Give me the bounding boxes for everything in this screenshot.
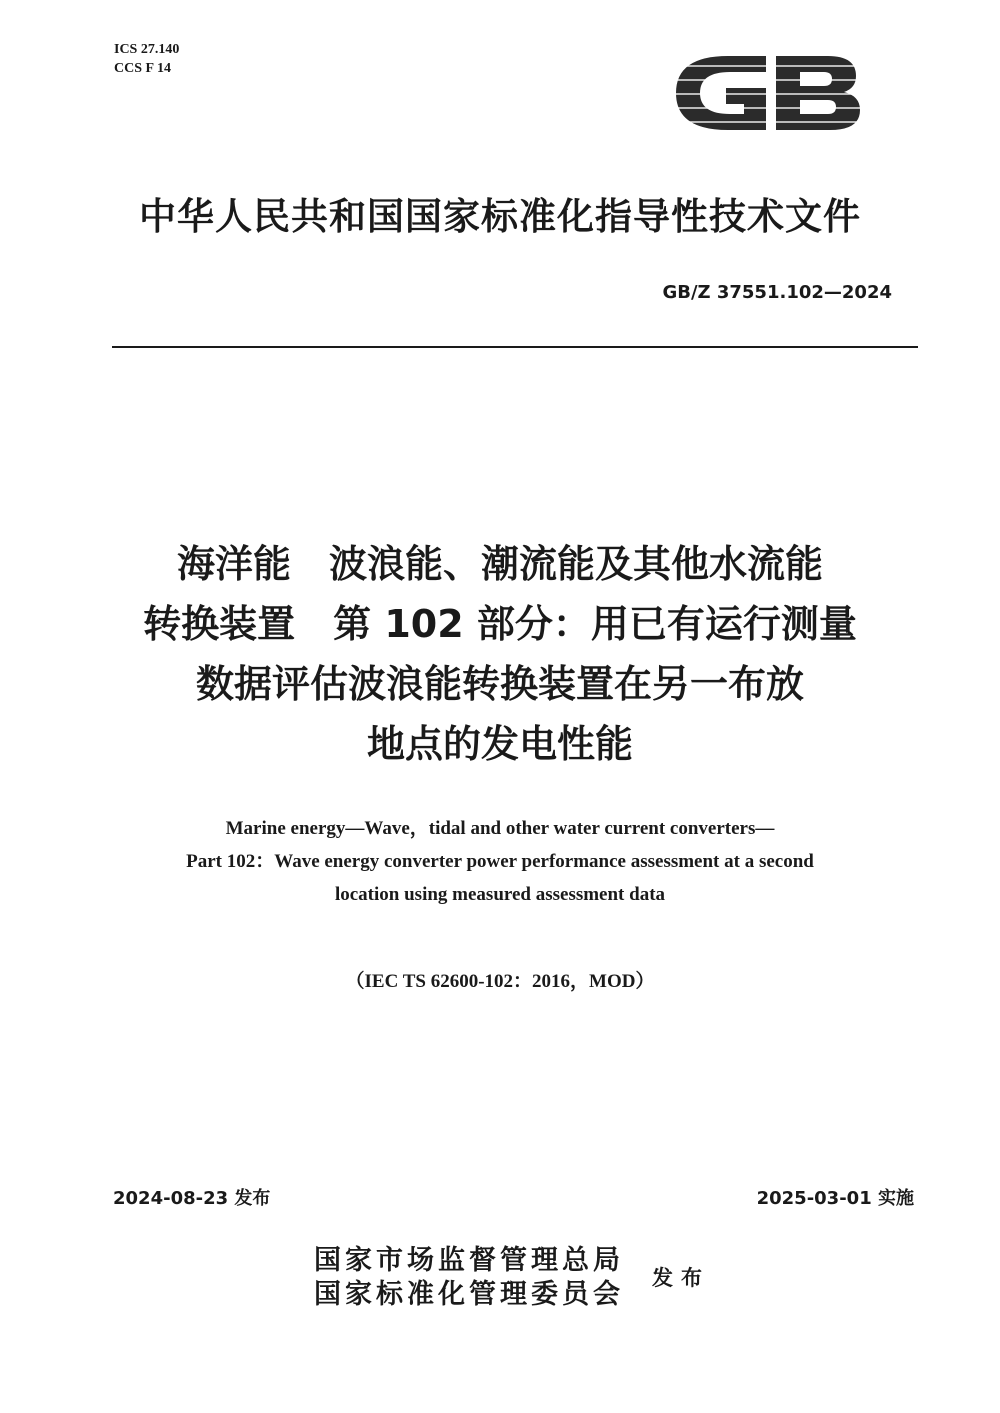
english-title-line: Marine energy—Wave，tidal and other water current converters— (225, 818, 775, 839)
english-title-line: location using measured assessment data (334, 884, 666, 905)
header-divider (112, 346, 918, 348)
ics-code: ICS 27.140 (114, 42, 180, 57)
issuer-name: 国家市场监督管理总局 (314, 1245, 624, 1276)
implementation-date: 2025-03-01 实施 (756, 1188, 914, 1209)
english-title (0, 812, 1000, 911)
ccs-code: CCS F 14 (114, 61, 172, 76)
issuing-authorities (314, 1244, 624, 1312)
adoption-reference: （IEC TS 62600-102：2016，MOD） (345, 971, 655, 992)
gb-logo (668, 44, 868, 142)
issue-label: 发布 (652, 1266, 710, 1290)
standard-number: GB/Z 37551.102—2024 (662, 282, 892, 303)
chinese-title-line: 转换装置 第 102 部分：用已有运行测量 (143, 602, 857, 646)
chinese-title-line: 地点的发电性能 (366, 722, 633, 766)
english-title-line: Part 102：Wave energy converter power performance assessment at a second (186, 851, 814, 872)
document-type: 中华人民共和国国家标准化指导性技术文件 (139, 195, 861, 238)
classification-codes (114, 40, 179, 78)
issue-date: 2024-08-23 发布 (113, 1188, 271, 1209)
chinese-title-line: 数据评估波浪能转换装置在另一布放 (195, 662, 804, 706)
chinese-title (0, 534, 1000, 774)
chinese-title-line: 海洋能 波浪能、潮流能及其他水流能 (176, 542, 823, 586)
issuer-name: 国家标准化管理委员会 (314, 1279, 624, 1310)
